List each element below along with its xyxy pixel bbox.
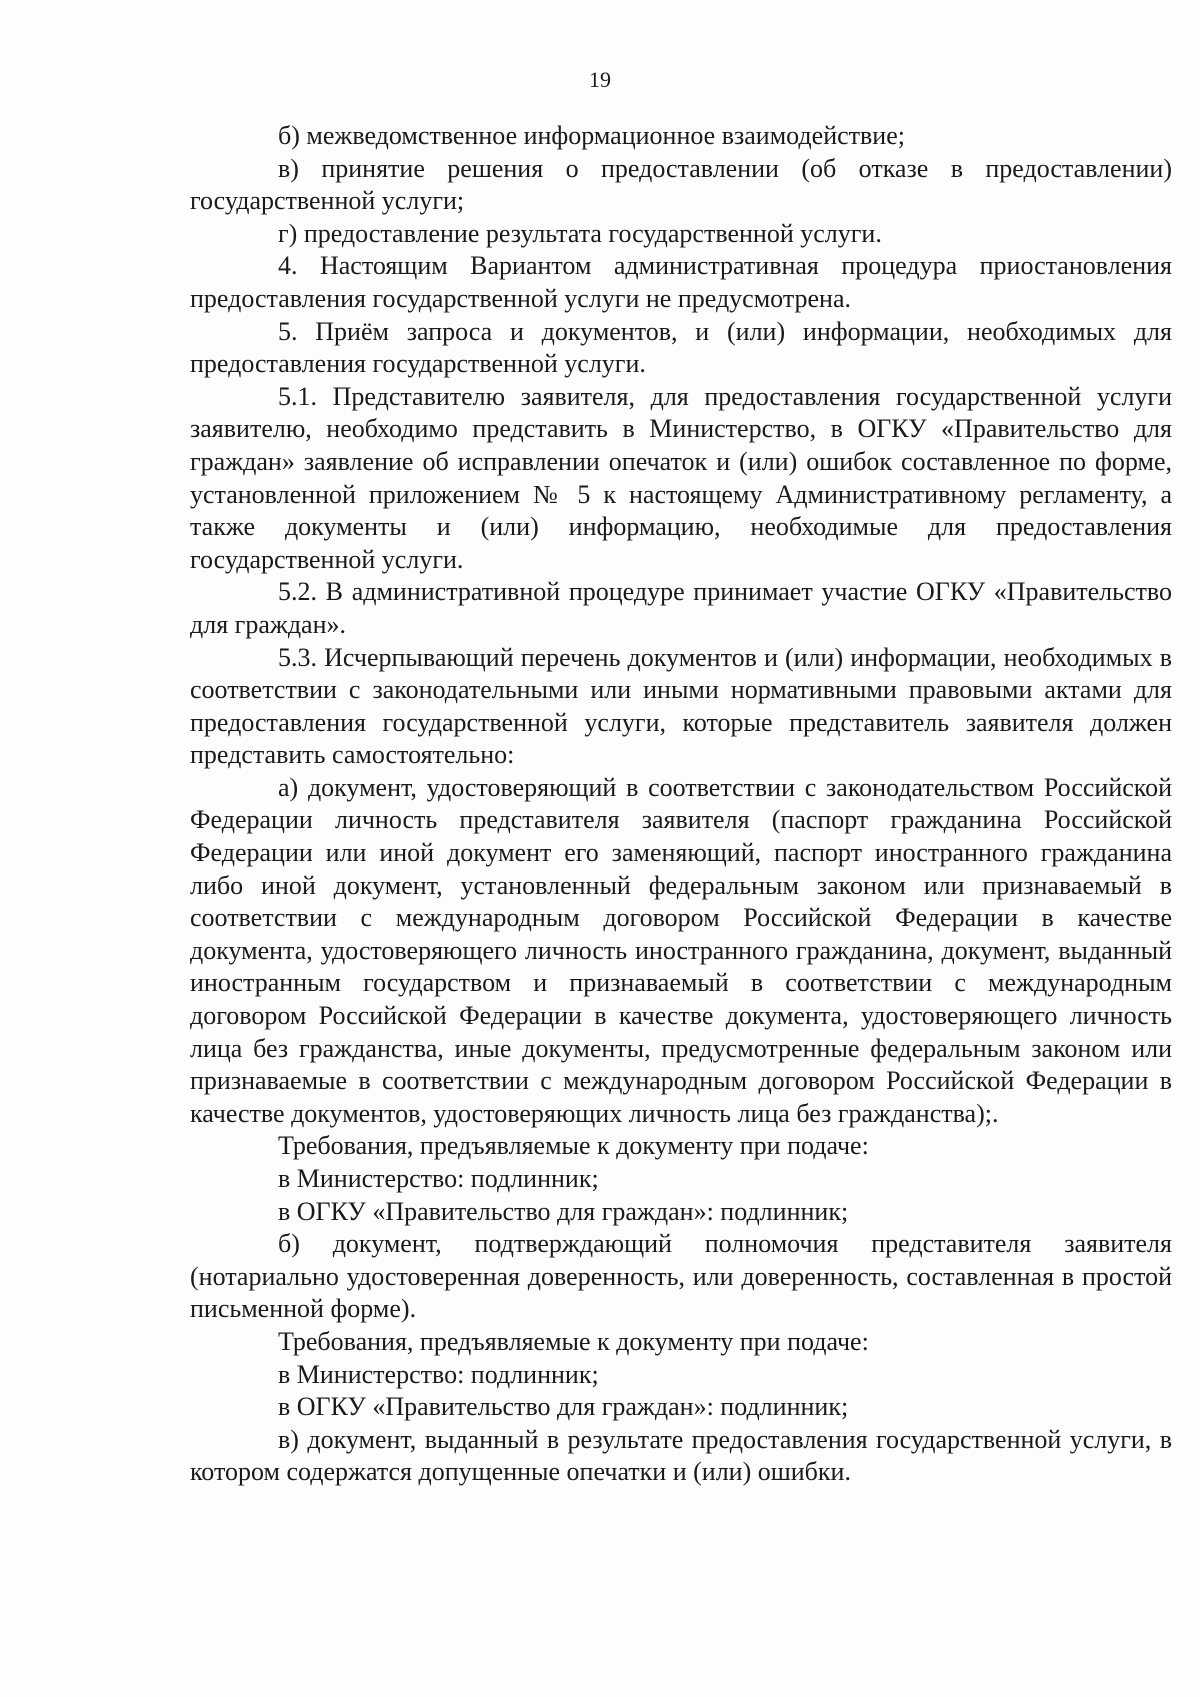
document-body [190,120,1172,1489]
paragraph: 5. Приём запроса и документов, и (или) информации, необходимых для предоставления государственной услуги. [190,316,1172,379]
paragraph: в Министерство: подлинник; [278,1164,599,1193]
paragraph: 4. Настоящим Вариантом административная процедура приостановления предоставления государственной услуги не предусмотрена. [190,251,1172,313]
paragraph: б) межведомственное информационное взаимодействие; [278,121,905,150]
paragraph: 5.3. Исчерпывающий перечень документов и (или) информации, необходимых в соответствии с законодательными или иными нормативными правовыми актами для предоставления государственной услуги, которые представитель заявителя должен представить самостоятельно: [190,642,1172,770]
paragraph: в Министерство: подлинник; [278,1359,599,1389]
paragraph: г) предоставление результата государственной услуги. [278,218,882,248]
paragraph: а) документ, удостоверяющий в соответствии с законодательством Российской Федерации личность представителя заявителя (паспорт гражданина Российской Федерации или иной документ его заменяющий, паспорт иностранного гражданина либо иной документ, установленный федеральным законом или признаваемый в соответствии с международным договором Российской Федерации в качестве документа, удостоверяющего личность иностранного гражданина, документ, выданный иностранным государством и признаваемый в соответствии с международным договором Российской Федерации в качестве документа, удостоверяющего личность лица без гражданства, иные документы, предусмотренные федеральным законом или признаваемые в соответствии с международным договором Российской Федерации в качестве документов, удостоверяющих личность лица без гражданства);. [190,772,1172,1128]
paragraph: в) документ, выданный в результате предоставления государственной услуги, в котором содержатся допущенные опечатки и (или) ошибки. [190,1424,1172,1487]
paragraph: 5.1. Представителю заявителя, для предоставления государственной услуги заявителю, необходимо представить в Министерство, в ОГКУ «Правительство для граждан» заявление об исправлении опечаток и (или) ошибок составленное по форме, установленной приложением № 5 к настоящему Административному регламенту, а также документы и (или) информацию, необходимые для предоставления государственной услуги. [190,381,1172,574]
paragraph: в ОГКУ «Правительство для граждан»: подлинник; [278,1196,849,1226]
paragraph: в ОГКУ «Правительство для граждан»: подлинник; [278,1392,849,1422]
paragraph: Требования, предъявляемые к документу при подаче: [278,1326,869,1356]
paragraph: б) документ, подтверждающий полномочия представителя заявителя (нотариально удостоверенная доверенность, или доверенность, составленная в простой письменной форме). [190,1229,1172,1324]
paragraph: 5.2. В административной процедуре принимает участие ОГКУ «Правительство для граждан». [190,577,1172,639]
paragraph: в) принятие решения о предоставлении (об отказе в предоставлении) государственной услуги; [190,153,1172,216]
page-number: 19 [589,67,611,92]
paragraph: Требования, предъявляемые к документу при подаче: [278,1131,869,1161]
